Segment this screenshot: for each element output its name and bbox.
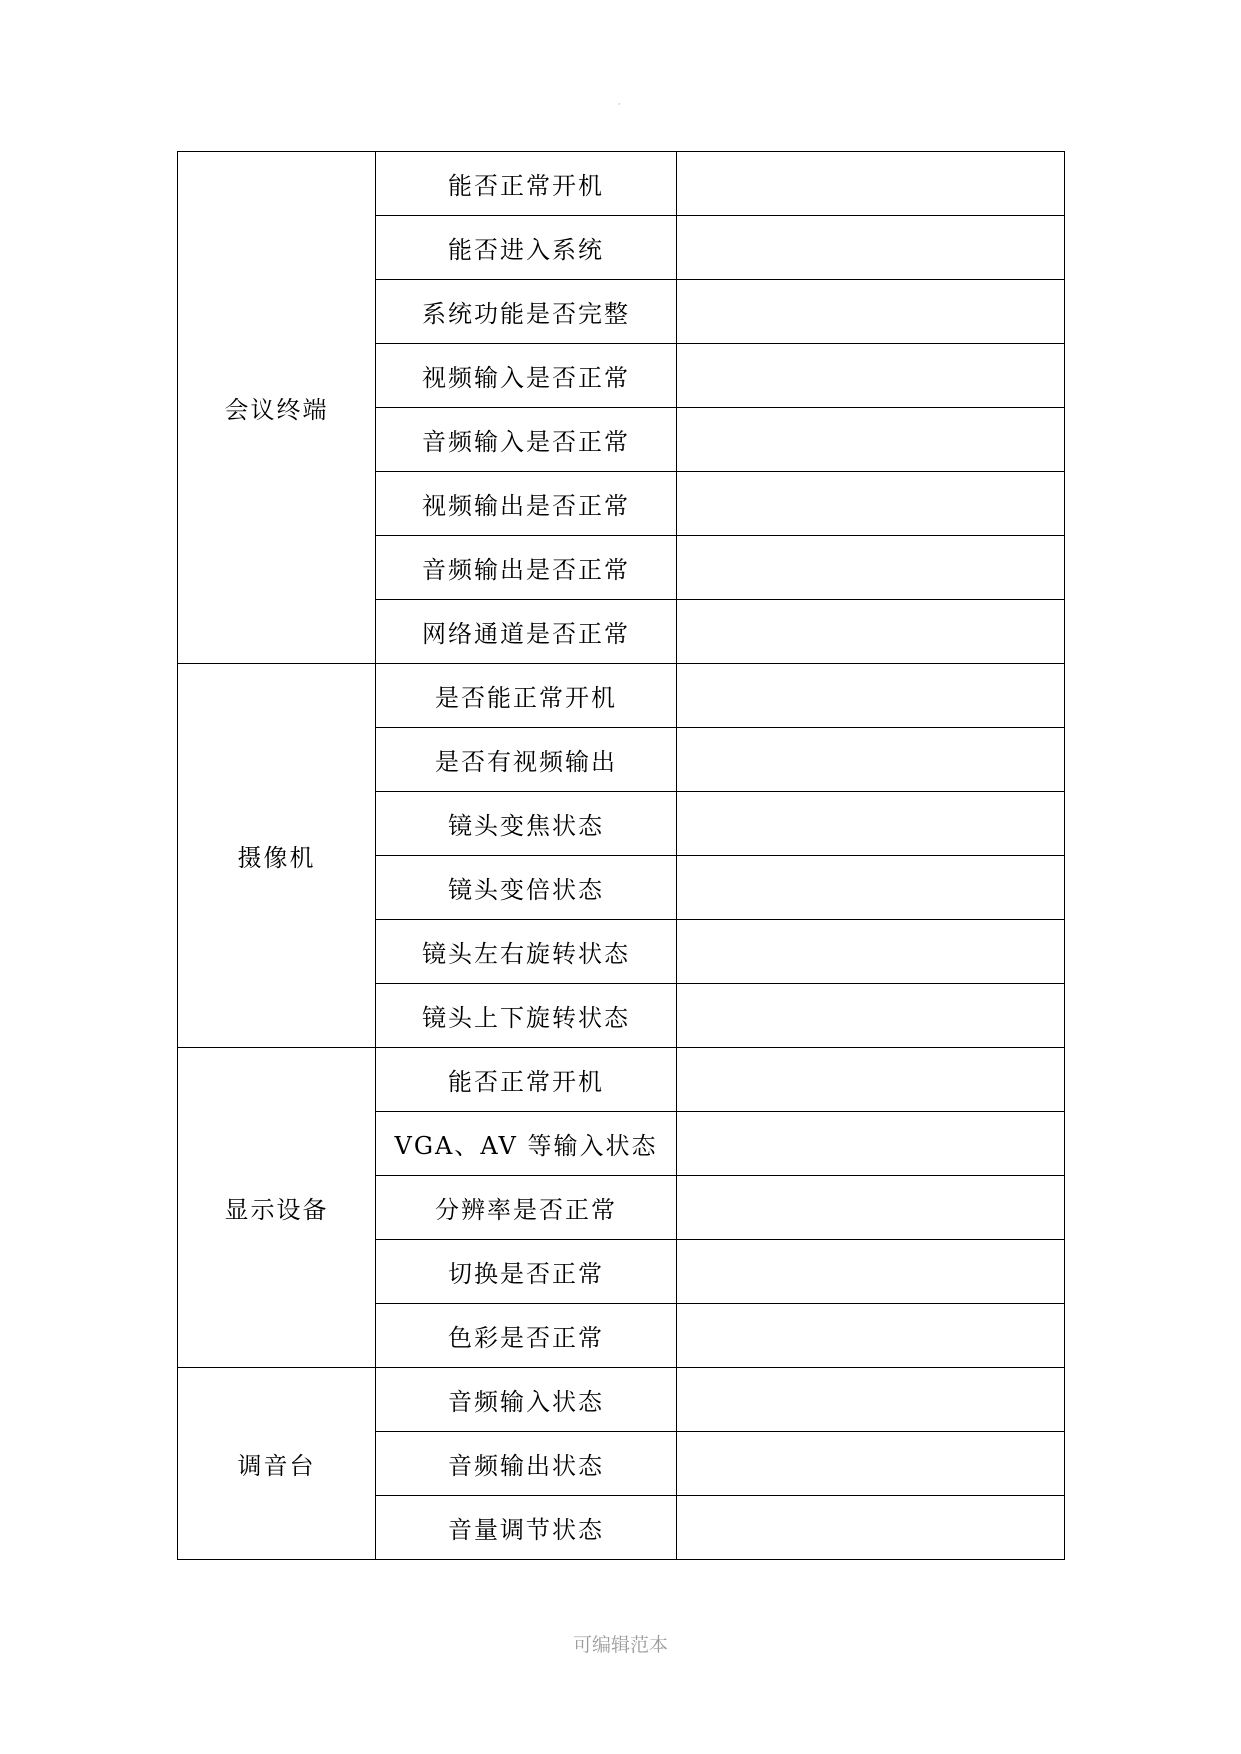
table-row (178, 1048, 1065, 1112)
check-item-cell: 镜头上下旋转状态 (376, 984, 677, 1048)
result-cell[interactable] (677, 152, 1065, 216)
table-row (178, 664, 1065, 728)
device-name-cell: 摄像机 (178, 664, 376, 1048)
footer-text: 可编辑范本 (572, 1634, 668, 1656)
check-item-cell: 音频输入状态 (376, 1368, 677, 1432)
check-item-cell: 分辨率是否正常 (376, 1176, 677, 1240)
check-item-cell: 镜头变倍状态 (376, 856, 677, 920)
check-item-cell: 能否进入系统 (376, 216, 677, 280)
result-cell[interactable] (677, 1176, 1065, 1240)
result-cell[interactable] (677, 280, 1065, 344)
result-cell[interactable] (677, 1304, 1065, 1368)
check-item-cell: 音量调节状态 (376, 1496, 677, 1560)
result-cell[interactable] (677, 536, 1065, 600)
check-item-cell: 系统功能是否完整 (376, 280, 677, 344)
check-item-cell: 能否正常开机 (376, 152, 677, 216)
check-item-cell: 镜头左右旋转状态 (376, 920, 677, 984)
check-item-cell: 音频输出是否正常 (376, 536, 677, 600)
result-cell[interactable] (677, 728, 1065, 792)
result-cell[interactable] (677, 1240, 1065, 1304)
result-cell[interactable] (677, 920, 1065, 984)
result-cell[interactable] (677, 984, 1065, 1048)
device-name-cell: 会议终端 (178, 152, 376, 664)
result-cell[interactable] (677, 600, 1065, 664)
result-cell[interactable] (677, 344, 1065, 408)
check-item-cell: 切换是否正常 (376, 1240, 677, 1304)
device-name-cell: 显示设备 (178, 1048, 376, 1368)
check-item-cell: 音频输出状态 (376, 1432, 677, 1496)
result-cell[interactable] (677, 1432, 1065, 1496)
result-cell[interactable] (677, 216, 1065, 280)
check-item-cell: 镜头变焦状态 (376, 792, 677, 856)
result-cell[interactable] (677, 472, 1065, 536)
table-row (178, 152, 1065, 216)
check-item-cell: 网络通道是否正常 (376, 600, 677, 664)
device-name-cell: 调音台 (178, 1368, 376, 1560)
check-item-cell: 视频输入是否正常 (376, 344, 677, 408)
result-cell[interactable] (677, 1112, 1065, 1176)
check-item-cell: 视频输出是否正常 (376, 472, 677, 536)
result-cell[interactable] (677, 1048, 1065, 1112)
result-cell[interactable] (677, 792, 1065, 856)
check-item-cell: 是否能正常开机 (376, 664, 677, 728)
result-cell[interactable] (677, 1496, 1065, 1560)
check-item-cell: 是否有视频输出 (376, 728, 677, 792)
check-item-cell: 音频输入是否正常 (376, 408, 677, 472)
result-cell[interactable] (677, 856, 1065, 920)
result-cell[interactable] (677, 408, 1065, 472)
table-row (178, 1368, 1065, 1432)
header-mark: · (618, 100, 621, 109)
check-item-cell: 能否正常开机 (376, 1048, 677, 1112)
check-item-cell: 色彩是否正常 (376, 1304, 677, 1368)
inspection-table (177, 151, 1065, 1560)
check-item-cell: VGA、AV 等输入状态 (376, 1112, 677, 1176)
result-cell[interactable] (677, 664, 1065, 728)
result-cell[interactable] (677, 1368, 1065, 1432)
